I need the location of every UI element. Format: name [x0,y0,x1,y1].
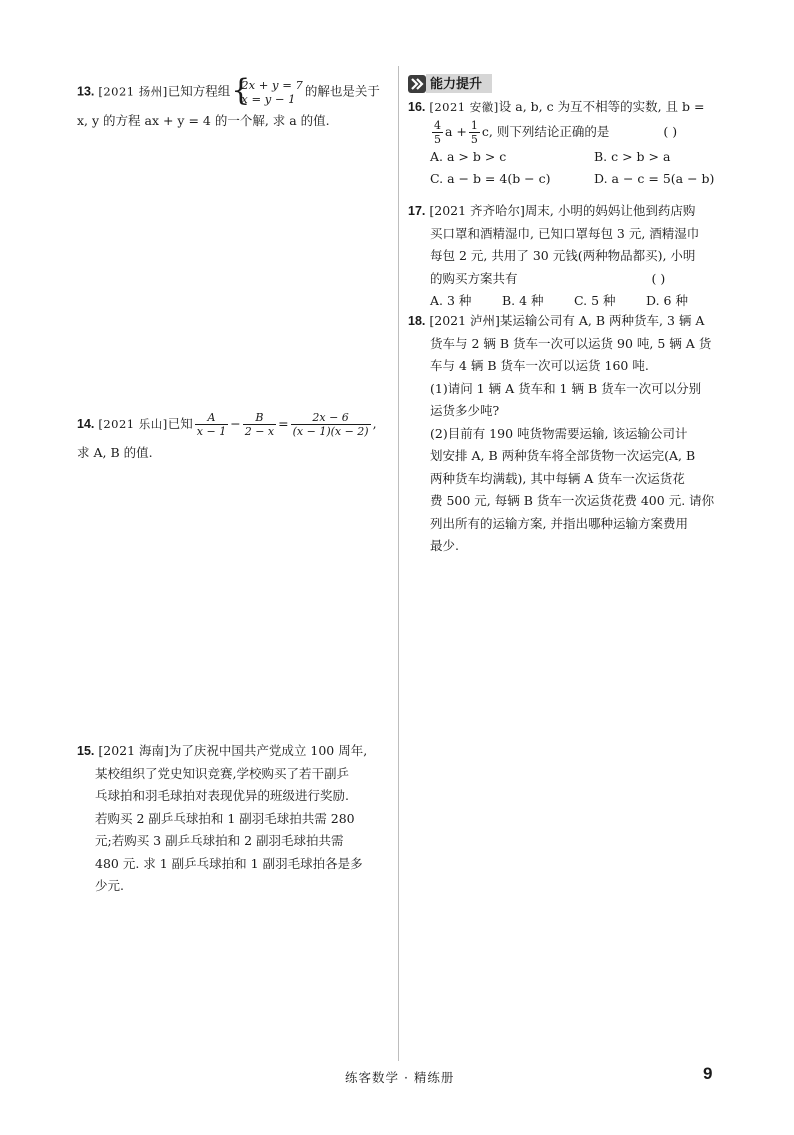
question-text: 最少. [430,538,459,553]
question-text: (2)目前有 190 吨货物需要运输, 该运输公司计 [430,425,688,441]
question-text: 求 A, B 的值. [77,445,153,460]
question-text: 的购买方案共有 [430,270,518,286]
numerator: 2x − 6 [312,411,349,424]
question-text: 若购买 2 副乒乓球拍和 1 副羽毛球拍共需 280 [95,810,355,826]
answer-bracket[interactable]: ( ) [651,270,666,286]
question-15 [77,740,393,898]
double-chevron-icon [408,75,426,93]
fraction [243,411,276,438]
question-text: 划安排 A, B 两种货车将全部货物一次运完(A, B [430,448,696,463]
question-text: 480 元. 求 1 副乒乓球拍和 1 副羽毛球拍各是多 [95,855,363,871]
question-text: 某校组织了党史知识竞赛,学校购买了若干副乒 [95,765,349,781]
question-text: 两种货车均满载), 其中每辆 A 货车一次运货花 [430,470,685,486]
equation-system [231,73,303,108]
question-text: 少元. [95,878,124,893]
answer-bracket[interactable]: ( ) [663,123,678,139]
question-number: 15. [77,744,95,758]
fraction [469,119,480,146]
question-text: [2021 泸州]某运输公司有 A, B 两种货车, 3 辆 A [429,313,705,328]
denominator: x − 1 [196,425,227,438]
question-text: 列出所有的运输方案, 并指出哪种运输方案费用 [430,515,688,531]
option-a[interactable]: A. a > b > c [430,148,507,164]
question-text: [2021 齐齐哈尔]周末, 小明的妈妈让他到药店购 [429,203,696,218]
option-a[interactable]: A. 3 种 [430,293,472,308]
question-text: a + [445,123,467,139]
equation-1: 2x + y = 7 [241,78,303,92]
question-text: x, y 的方程 ax + y = 4 的一个解, 求 a 的值. [77,113,330,128]
question-16 [408,96,726,191]
question-text: 已知 [167,416,193,431]
source-tag: [2021 安徽] [429,100,499,114]
question-18 [408,310,726,558]
fraction [195,411,228,438]
question-14 [77,411,389,465]
question-text: 车与 4 辆 B 货车一次可以运货 160 吨. [430,358,649,373]
footer-book-title: 练客数学 · 精练册 [345,1070,455,1085]
question-text: 每包 2 元, 共用了 30 元钱(两种物品都买), 小明 [430,248,696,263]
numerator: 4 [434,118,441,132]
question-number: 17. [408,204,426,218]
numerator: A [207,411,216,424]
brace: { [231,73,251,108]
equation-2: x = y − 1 [241,92,296,106]
numerator: B [255,411,264,424]
numerator: 1 [470,118,478,132]
question-text: 设 a, b, c 为互不相等的实数, 且 b = [498,99,705,114]
source-tag: [2021 乐山] [98,417,168,431]
option-d[interactable]: D. a − c = 5(a − b) [594,171,715,186]
question-text: (1)请问 1 辆 A 货车和 1 辆 B 货车一次可以分别 [430,380,702,396]
source-tag: [2021 扬州] [98,84,168,99]
question-text: 货车与 2 辆 B 货车一次可以运货 90 吨, 5 辆 A 货 [430,335,712,351]
question-text: 运货多少吨? [430,403,500,418]
question-number: 13. [77,84,95,99]
question-text: [2021 海南]为了庆祝中国共产党成立 100 周年, [98,743,368,758]
question-text: 已知方程组 [167,83,231,99]
option-c[interactable]: C. a − b = 4(b − c) [430,171,551,186]
option-b[interactable]: B. 4 种 [502,293,544,308]
fraction [291,411,371,438]
fraction [432,119,443,146]
column-divider [398,66,399,1061]
question-text: c, 则下列结论正确的是 [481,123,610,139]
denominator: 5 [470,132,478,146]
operator: = [278,416,289,431]
question-text: 乓球拍和羽毛球拍对表现优异的班级进行奖励. [95,788,349,803]
question-text: 的解也是关于 [304,83,380,99]
punctuation: , [372,416,377,431]
question-text: 买口罩和酒精湿巾, 已知口罩每包 3 元, 酒精湿巾 [430,225,700,241]
option-b[interactable]: B. c > b > a [594,148,671,164]
options [408,146,726,191]
question-text: 元;若购买 3 副乒乓球拍和 2 副羽毛球拍共需 [95,833,344,848]
option-c[interactable]: C. 5 种 [574,293,616,308]
denominator: 2 − x [244,425,275,438]
question-number: 16. [408,100,426,114]
operator: − [230,416,241,431]
section-title: 能力提升 [426,74,492,93]
denominator: (x − 1)(x − 2) [292,425,369,438]
option-d[interactable]: D. 6 种 [646,293,688,308]
question-17 [408,200,726,313]
question-text: 费 500 元, 每辆 B 货车一次运货花费 400 元. 请你 [430,493,715,508]
question-number: 18. [408,314,426,328]
denominator: 5 [434,132,441,146]
question-number: 14. [77,417,95,431]
page-number: 9 [703,1064,713,1083]
section-heading [408,74,492,93]
question-13 [77,73,389,133]
